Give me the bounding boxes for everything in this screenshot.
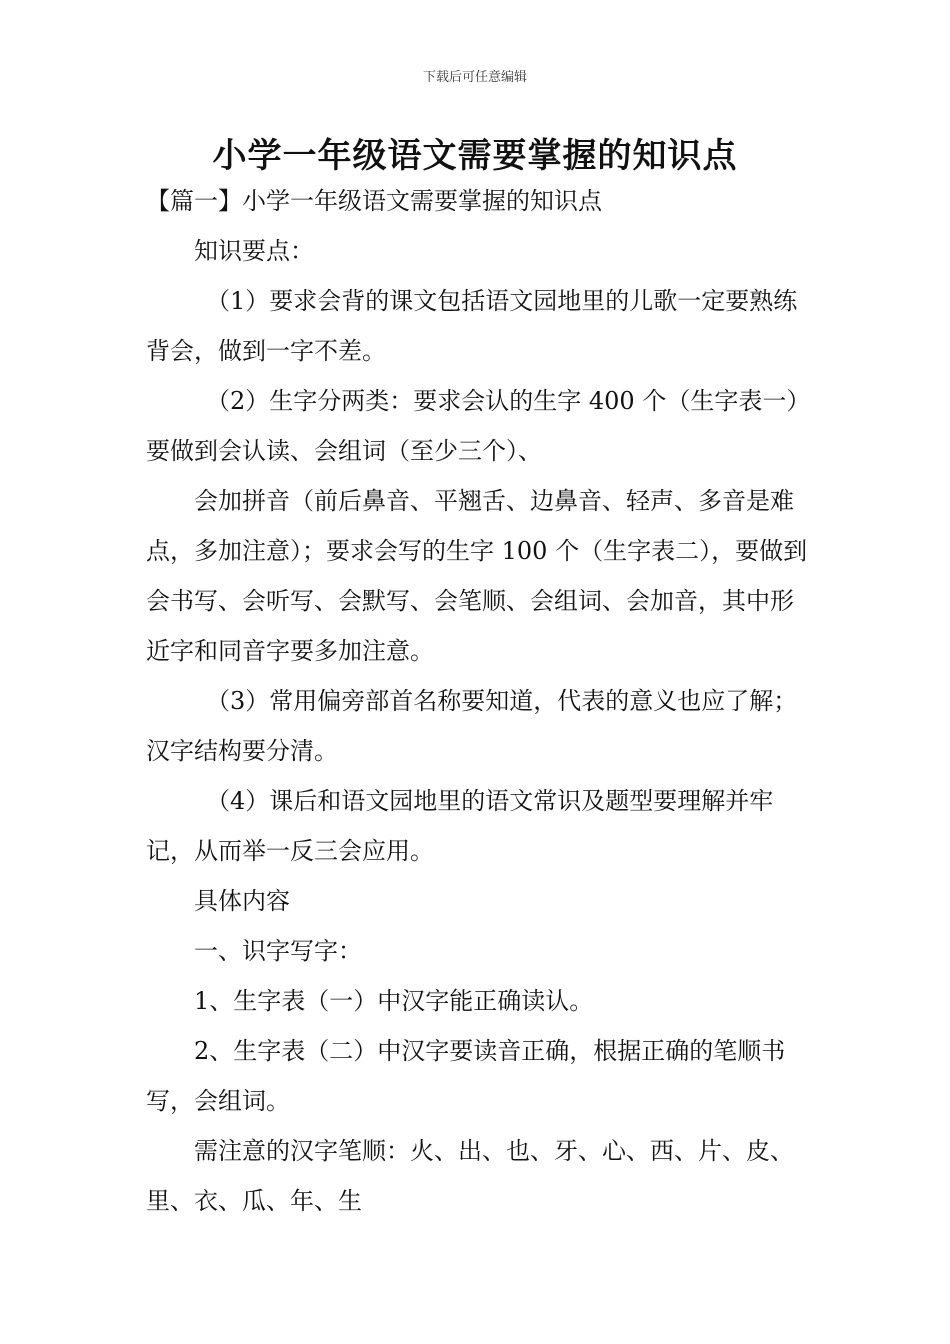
paragraph-point-2-continued: 会加拼音（前后鼻音、平翘舌、边鼻音、轻声、多音是难点，多加注意）；要求会写的生字 100 个（生字表二），要做到会书写、会听写、会默写、会笔顺、会组词、会加音，其中形近字和同音字要多加注意。: [146, 487, 808, 665]
section-heading: 【篇一】小学一年级语文需要掌握的知识点: [146, 187, 602, 215]
paragraph-point-2: （2）生字分两类：要求会认的生字 400 个（生字表一）要做到会认读、会组词（至少三个）、: [146, 387, 811, 465]
paragraph-specific-content: 具体内容: [194, 887, 290, 915]
paragraph-point-4: （4）课后和语文园地里的语文常识及题型要理解并牢记，从而举一反三会应用。: [146, 787, 774, 865]
paragraph-item-1: 1、生字表（一）中汉字能正确读认。: [194, 987, 594, 1015]
header-note: 下载后可任意编辑: [422, 70, 527, 85]
document-body: [146, 176, 814, 1226]
page-title: 小学一年级语文需要掌握的知识点: [212, 136, 738, 176]
paragraph-point-1: （1）要求会背的课文包括语文园地里的儿歌一定要熟练背会，做到一字不差。: [146, 287, 798, 365]
paragraph-point-3: （3）常用偏旁部首名称要知道，代表的意义也应了解；汉字结构要分清。: [146, 687, 798, 765]
paragraph-stroke-order: 需注意的汉字笔顺：火、出、也、牙、心、西、片、皮、里、衣、瓜、年、生: [146, 1137, 794, 1215]
paragraph-knowledge-points: 知识要点：: [194, 237, 314, 265]
paragraph-section-one: 一、识字写字：: [194, 937, 362, 965]
paragraph-item-2: 2、生字表（二）中汉字要读音正确，根据正确的笔顺书写，会组词。: [146, 1037, 786, 1115]
